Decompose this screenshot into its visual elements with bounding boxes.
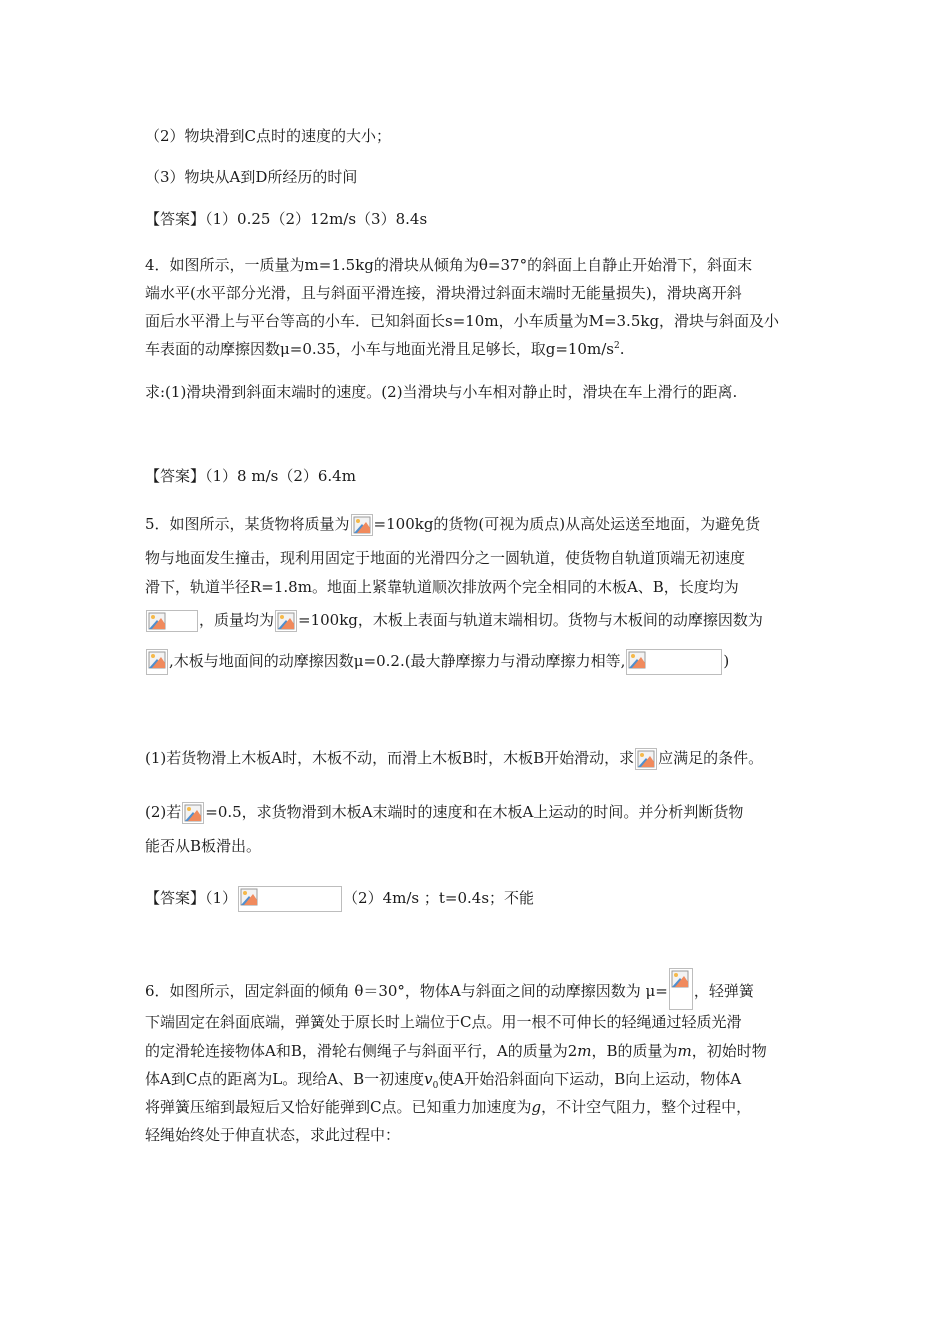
q3-part3: （3）物块从A到D所经历的时间 — [145, 168, 358, 186]
q6-line3-text-b: ，B的质量为 — [591, 1042, 678, 1060]
q4-superscript: 2 — [613, 341, 620, 351]
q6-line4-text-a: 体A到C点的距离为L。现给A、B一初速度 — [145, 1070, 425, 1088]
q6-line2: 下端固定在斜面底端，弹簧处于原长时上端位于C点。用一根不可伸长的轻绳通过轻质光滑 — [145, 1013, 742, 1031]
q5-line5-text-b: ) — [723, 652, 730, 670]
broken-image-icon — [182, 802, 204, 824]
q6-line3-text-a: 的定滑轮连接物体A和B，滑轮右侧绳子与斜面平行，A的质量为2 — [145, 1042, 578, 1060]
q5-answer — [145, 886, 534, 912]
q4-line4-text: 车表面的动摩擦因数μ=0.35，小车与地面光滑且足够长，取g=10m/s — [145, 340, 614, 358]
broken-image-icon — [275, 610, 297, 632]
q6-line1-text-b: ，轻弹簧 — [693, 982, 754, 1000]
broken-image-icon — [146, 649, 168, 675]
q6-velocity-symbol: v — [424, 1070, 433, 1088]
q5-line4-text-b: =100kg，木板上表面与轨道末端相切。货物与木板间的动摩擦因数为 — [298, 611, 763, 629]
q5-line2: 物与地面发生撞击，现利用固定于地面的光滑四分之一圆轨道，使货物自轨道顶端无初速度 — [145, 549, 746, 567]
q5-answer-text-a: 【答案】（1） — [145, 889, 238, 907]
q6-line4 — [145, 1069, 741, 1096]
broken-image-icon — [635, 748, 657, 770]
q4-answer: 【答案】（1）8 m/s（2）6.4m — [145, 467, 356, 485]
q5-part2-text-a: (2)若 — [145, 803, 182, 821]
q6-mass-symbol-b: m — [677, 1042, 692, 1060]
q5-part2-text-b: =0.5，求货物滑到木板A末端时的速度和在木板A上运动的时间。并分析判断货物 — [205, 803, 744, 821]
q6-line3-text-c: ，初始时物 — [691, 1042, 767, 1060]
q4-line4 — [145, 339, 624, 359]
q6-gravity-symbol: g — [531, 1098, 542, 1116]
q6-line1 — [145, 968, 754, 1010]
q5-line5-text-a: ,木板与地面间的动摩擦因数μ=0.2.(最大静摩擦力与滑动摩擦力相等, — [169, 652, 626, 670]
q6-line6: 轻绳始终处于伸直状态，求此过程中： — [145, 1126, 401, 1144]
q6-velocity-subscript: 0 — [432, 1081, 439, 1091]
q5-part1-text-b: 应满足的条件。 — [658, 749, 764, 767]
q6-line5-text-b: ，不计空气阻力，整个过程中， — [541, 1098, 752, 1116]
q3-part2: （2）物块滑到C点时的速度的大小； — [145, 127, 392, 145]
q5-part2 — [145, 802, 743, 824]
q5-answer-text-b: （2）4m/s ；t=0.4s；不能 — [343, 889, 535, 907]
q3-answer: 【答案】（1）0.25（2）12m/s（3）8.4s — [145, 210, 428, 228]
q5-line5 — [145, 649, 729, 675]
q5-part1 — [145, 748, 763, 770]
q6-mass-symbol: m — [577, 1042, 592, 1060]
broken-image-icon — [238, 886, 342, 912]
q4-line3: 面后水平滑上与平台等高的小车．已知斜面长s=10m，小车质量为M=3.5kg，滑块与斜面及小 — [145, 312, 780, 330]
q6-line5-text-a: 将弹簧压缩到最短后又恰好能弹到C点。已知重力加速度为 — [145, 1098, 532, 1116]
q6-line5 — [145, 1097, 751, 1117]
q6-line4-text-b: 使A开始沿斜面向下运动，B向上运动，物体A — [438, 1070, 742, 1088]
q6-line3 — [145, 1041, 767, 1061]
q4-line1: 4．如图所示，一质量为m=1.5kg的滑块从倾角为θ=37°的斜面上自静止开始滑下，斜面末 — [145, 256, 753, 274]
broken-image-icon — [351, 514, 373, 536]
q6-line1-text-a: 6．如图所示，固定斜面的倾角 θ＝30°，物体A与斜面之间的动摩擦因数为 μ= — [145, 982, 668, 1000]
q4-line4-end: . — [619, 340, 625, 358]
q5-part1-text-a: (1)若货物滑上木板A时，木板不动，而滑上木板B时，木板B开始滑动，求 — [145, 749, 635, 767]
broken-image-icon — [669, 968, 693, 1010]
broken-image-icon — [626, 649, 722, 675]
q5-line1-text-a: 5．如图所示，某货物将质量为 — [145, 515, 350, 533]
q5-part2-cont: 能否从B板滑出。 — [145, 837, 262, 855]
q5-line4 — [145, 610, 763, 632]
q5-line3: 滑下，轨道半径R=1.8m。地面上紧靠轨道顺次排放两个完全相同的木板A、B，长度均为 — [145, 578, 739, 596]
q4-line2: 端水平(水平部分光滑，且与斜面平滑连接，滑块滑过斜面末端时无能量损失)，滑块离开斜 — [145, 284, 742, 302]
q5-line1-text-b: =100kg的货物(可视为质点)从高处运送至地面，为避免货 — [373, 515, 761, 533]
q4-question: 求:(1)滑块滑到斜面末端时的速度。(2)当滑块与小车相对静止时，滑块在车上滑行的距离. — [145, 383, 738, 401]
broken-image-icon — [146, 610, 198, 632]
q5-line4-text-a: ，质量均为 — [199, 611, 275, 629]
q5-line1 — [145, 514, 760, 536]
